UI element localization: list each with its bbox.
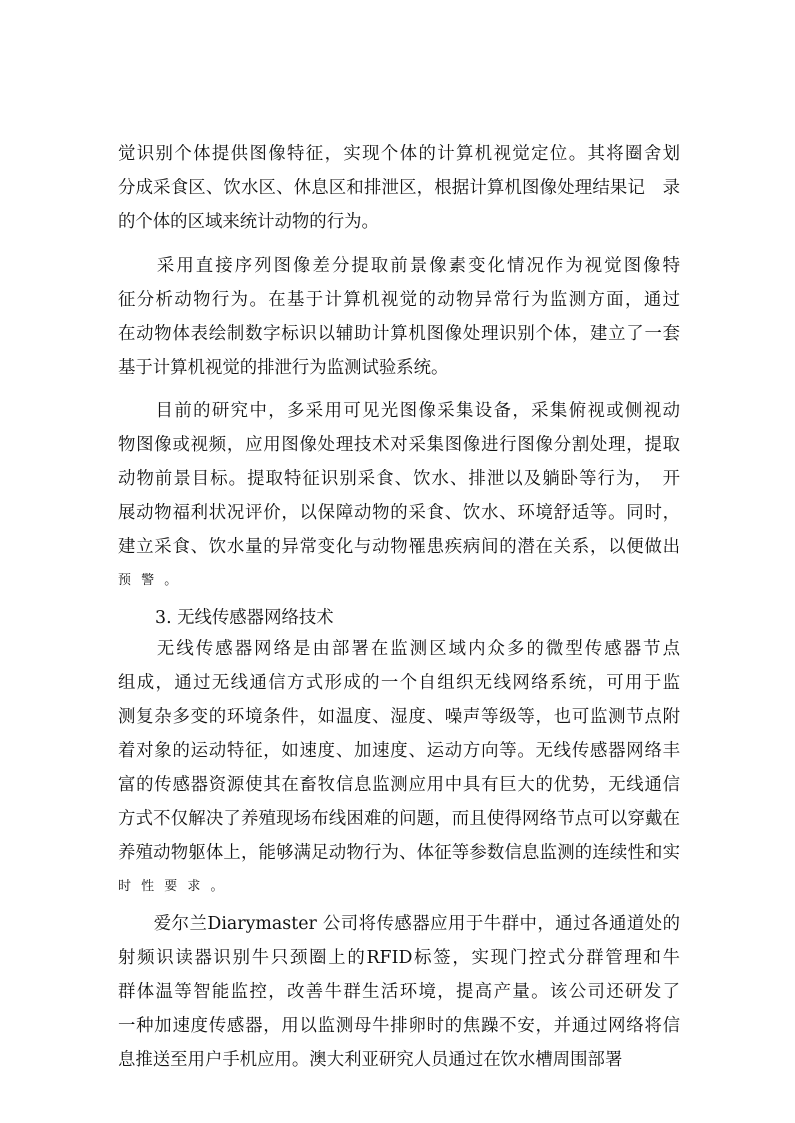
paragraph-1 bbox=[118, 137, 680, 239]
text-line: 动物前景目标。提取特征识别采食、饮水、排泄以及躺卧等行为， 开 bbox=[118, 469, 680, 489]
text-line: 时 性 要 求 。 bbox=[118, 879, 227, 894]
text-line: 群体温等智能监控，改善牛群生活环境，提高产量。该公司还研发了 bbox=[118, 982, 680, 1002]
text-line: 富的传感器资源使其在畜牧信息监测应用中具有巨大的优势，无线通信 bbox=[118, 775, 680, 795]
text-line: 射频识读器识别牛只颈圈上的RFID标签，实现门控式分群管理和牛 bbox=[118, 948, 680, 968]
text-line: 建立采食、饮水量的异常变化与动物罹患疾病间的潜在关系，以便做出 bbox=[118, 537, 680, 557]
text-line: 预 警 。 bbox=[118, 573, 181, 588]
text-line: 组成，通过无线通信方式形成的一个自组织无线网络系统，可用于监 bbox=[118, 673, 680, 693]
text-line: 的个体的区域来统计动物的行为。 bbox=[118, 212, 379, 232]
paragraph-2 bbox=[118, 249, 680, 385]
section-heading-text: 3. 无线传感器网络技术 bbox=[155, 608, 334, 628]
text-line: 着对象的运动特征，如速度、加速度、运动方向等。无线传感器网络丰 bbox=[118, 741, 680, 761]
text-line: 测复杂多变的环境条件，如温度、湿度、噪声等级等，也可监测节点附 bbox=[118, 707, 680, 727]
text-line: 觉识别个体提供图像特征，实现个体的计算机视觉定位。其将圈舍划 bbox=[118, 144, 680, 164]
text-line: 目前的研究中，多采用可见光图像采集设备，采集俯视或侧视动 bbox=[118, 401, 680, 421]
text-line: 分成采食区、饮水区、休息区和排泄区，根据计算机图像处理结果记 录 bbox=[118, 178, 680, 198]
text-line: 征分析动物行为。在基于计算机视觉的动物异常行为监测方面，通过 bbox=[118, 290, 680, 310]
text-line: 基于计算机视觉的排泄行为监测试验系统。 bbox=[118, 358, 449, 378]
text-line: 养殖动物躯体上，能够满足动物行为、体征等参数信息监测的连续性和实 bbox=[118, 843, 680, 863]
paragraph-4 bbox=[118, 632, 680, 904]
paragraph-5 bbox=[118, 907, 680, 1077]
text-line: 一种加速度传感器，用以监测母牛排卵时的焦躁不安，并通过网络将信 bbox=[118, 1016, 680, 1036]
text-line: 物图像或视频，应用图像处理技术对采集图像进行图像分割处理，提取 bbox=[118, 435, 680, 455]
text-line: 爱尔兰Diarymaster 公司将传感器应用于牛群中，通过各通道处的 bbox=[118, 914, 680, 934]
text-line: 在动物体表绘制数字标识以辅助计算机图像处理识别个体，建立了一套 bbox=[118, 324, 680, 344]
text-line: 息推送至用户手机应用。澳大利亚研究人员通过在饮水槽周围部署 bbox=[118, 1050, 623, 1070]
section-heading bbox=[155, 601, 334, 635]
text-line: 方式不仅解决了养殖现场布线困难的问题，而且使得网络节点可以穿戴在 bbox=[118, 809, 680, 829]
text-line: 无线传感器网络是由部署在监测区域内众多的微型传感器节点 bbox=[118, 639, 680, 659]
text-line: 展动物福利状况评价，以保障动物的采食、饮水、环境舒适等。同时， bbox=[118, 503, 680, 523]
paragraph-3 bbox=[118, 394, 680, 598]
text-line: 采用直接序列图像差分提取前景像素变化情况作为视觉图像特 bbox=[118, 256, 680, 276]
